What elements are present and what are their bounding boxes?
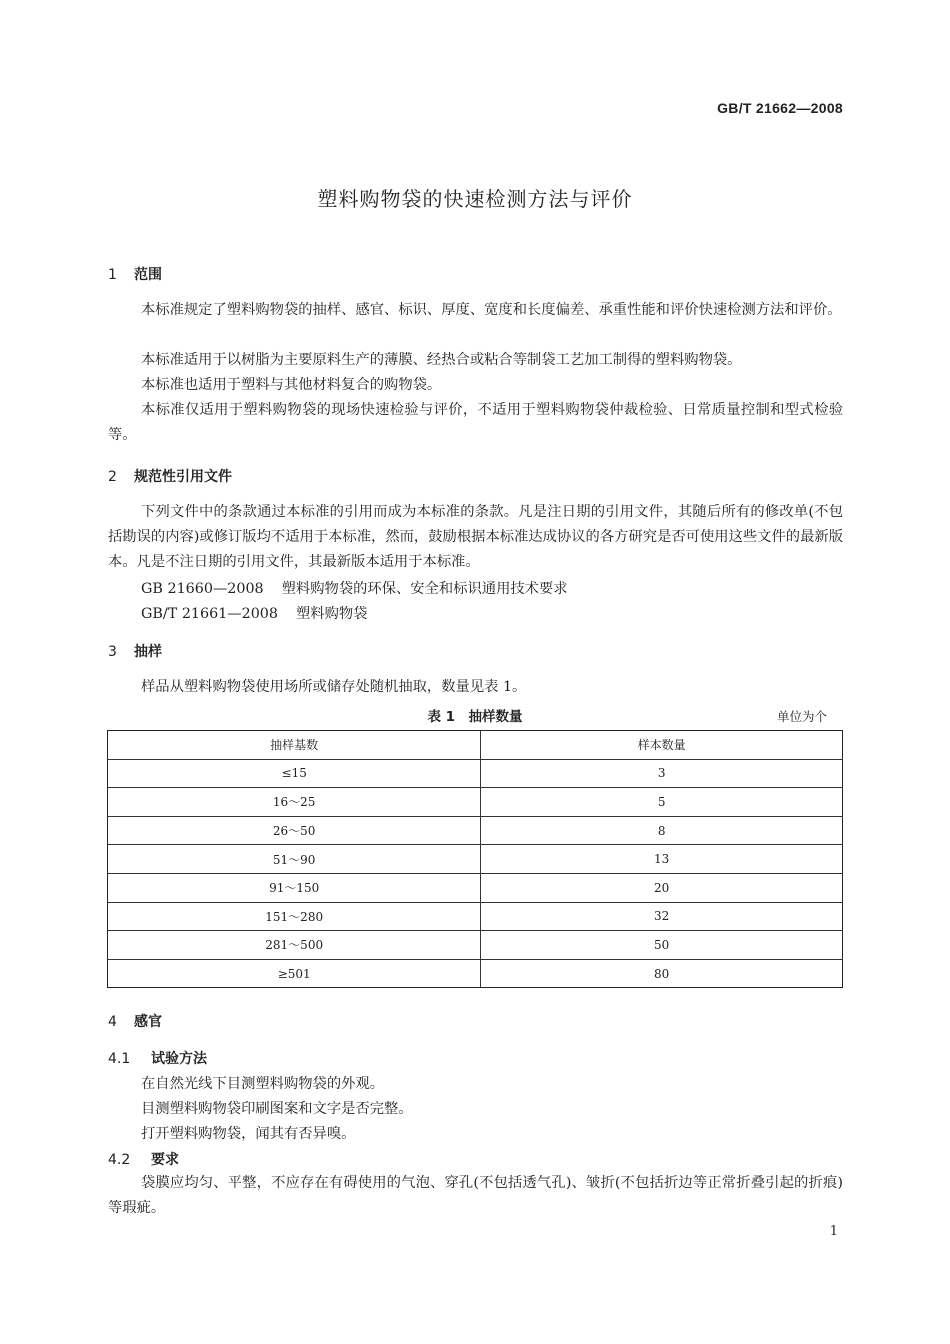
page-number: 1	[829, 1224, 838, 1239]
reference-code: GB/T 21661—2008	[141, 606, 278, 622]
section-number: 3	[108, 644, 117, 660]
paragraph: 本标准仅适用于塑料购物袋的现场快速检验与评价，不适用于塑料购物袋仲裁检验、日常质量控制和型式检验等。	[108, 402, 843, 443]
table-row	[108, 845, 843, 874]
subsection-4-2-heading	[108, 1149, 179, 1169]
table-unit: 单位为个	[776, 709, 827, 724]
section-title: 感官	[134, 1014, 162, 1030]
column-header: 抽样基数	[108, 731, 481, 760]
paragraph: 在自然光线下目测塑料购物袋的外观。	[141, 1076, 385, 1092]
paragraph: 本标准适用于以树脂为主要原料生产的薄膜、经热合或粘合等制袋工艺加工制得的塑料购物袋。	[141, 352, 742, 368]
table-cell: 13	[481, 845, 843, 874]
table-cell: 51～90	[108, 845, 481, 874]
table-row	[108, 931, 843, 960]
subsection-number: 4.1	[108, 1051, 131, 1067]
table-header-row	[108, 731, 843, 760]
table-cell: 50	[481, 931, 843, 960]
section-number: 2	[108, 469, 117, 485]
paragraph: 本标准也适用于塑料与其他材料复合的购物袋。	[141, 377, 442, 393]
table-cell: ≤15	[108, 759, 481, 788]
table-cell: ≥501	[108, 959, 481, 988]
reference-title: 塑料购物袋	[296, 606, 368, 622]
paragraph: 目测塑料购物袋印刷图案和文字是否完整。	[141, 1101, 413, 1117]
reference-title: 塑料购物袋的环保、安全和标识通用技术要求	[281, 581, 568, 597]
table-row	[108, 902, 843, 931]
section-title: 抽样	[134, 644, 162, 660]
table-cell: 32	[481, 902, 843, 931]
section-3-heading	[108, 641, 162, 661]
section-1-heading	[108, 264, 162, 284]
table-caption: 表 1 抽样数量	[427, 709, 523, 725]
document-title: 塑料购物袋的快速检测方法与评价	[317, 187, 633, 211]
paragraph: 本标准规定了塑料购物袋的抽样、感官、标识、厚度、宽度和长度偏差、承重性能和评价快速检测方法和评价。	[141, 302, 842, 318]
paragraph: 下列文件中的条款通过本标准的引用而成为本标准的条款。凡是注日期的引用文件，其随后所有的修改单(不包括勘误的内容)或修订版均不适用于本标准，然而，鼓励根据本标准达成协议的各方研究是否可使用这些文件的最新版本。凡是不注日期的引用文件，其最新版本适用于本标准。	[108, 504, 843, 570]
table-cell: 151～280	[108, 902, 481, 931]
table-cell: 281～500	[108, 931, 481, 960]
subsection-4-1-heading	[108, 1048, 207, 1068]
table-row	[108, 788, 843, 817]
table-row	[108, 816, 843, 845]
table-cell: 16～25	[108, 788, 481, 817]
table-cell: 20	[481, 873, 843, 902]
paragraph: 样品从塑料购物袋使用场所或储存处随机抽取，数量见表 1。	[141, 679, 527, 695]
section-2-heading	[108, 466, 232, 486]
sampling-table	[107, 730, 843, 988]
normative-reference	[141, 603, 367, 623]
reference-code: GB 21660—2008	[141, 581, 264, 597]
column-header: 样本数量	[481, 731, 843, 760]
subsection-title: 试验方法	[151, 1051, 207, 1067]
table-cell: 91～150	[108, 873, 481, 902]
table-row	[108, 759, 843, 788]
section-title: 范围	[134, 267, 162, 283]
table-row	[108, 959, 843, 988]
standard-code: GB/T 21662—2008	[717, 100, 843, 116]
section-title: 规范性引用文件	[134, 469, 232, 485]
table-cell: 5	[481, 788, 843, 817]
table-cell: 8	[481, 816, 843, 845]
table-cell: 80	[481, 959, 843, 988]
paragraph: 打开塑料购物袋，闻其有否异嗅。	[141, 1126, 356, 1142]
table-cell: 3	[481, 759, 843, 788]
section-number: 4	[108, 1014, 117, 1030]
subsection-number: 4.2	[108, 1152, 131, 1168]
table-cell: 26～50	[108, 816, 481, 845]
normative-reference	[141, 578, 568, 598]
table-row	[108, 873, 843, 902]
section-number: 1	[108, 267, 117, 283]
subsection-title: 要求	[151, 1152, 179, 1168]
paragraph: 袋膜应均匀、平整，不应存在有碍使用的气泡、穿孔(不包括透气孔)、皱折(不包括折边等正常折叠引起的折痕)等瑕疵。	[108, 1175, 843, 1216]
section-4-heading	[108, 1011, 162, 1031]
